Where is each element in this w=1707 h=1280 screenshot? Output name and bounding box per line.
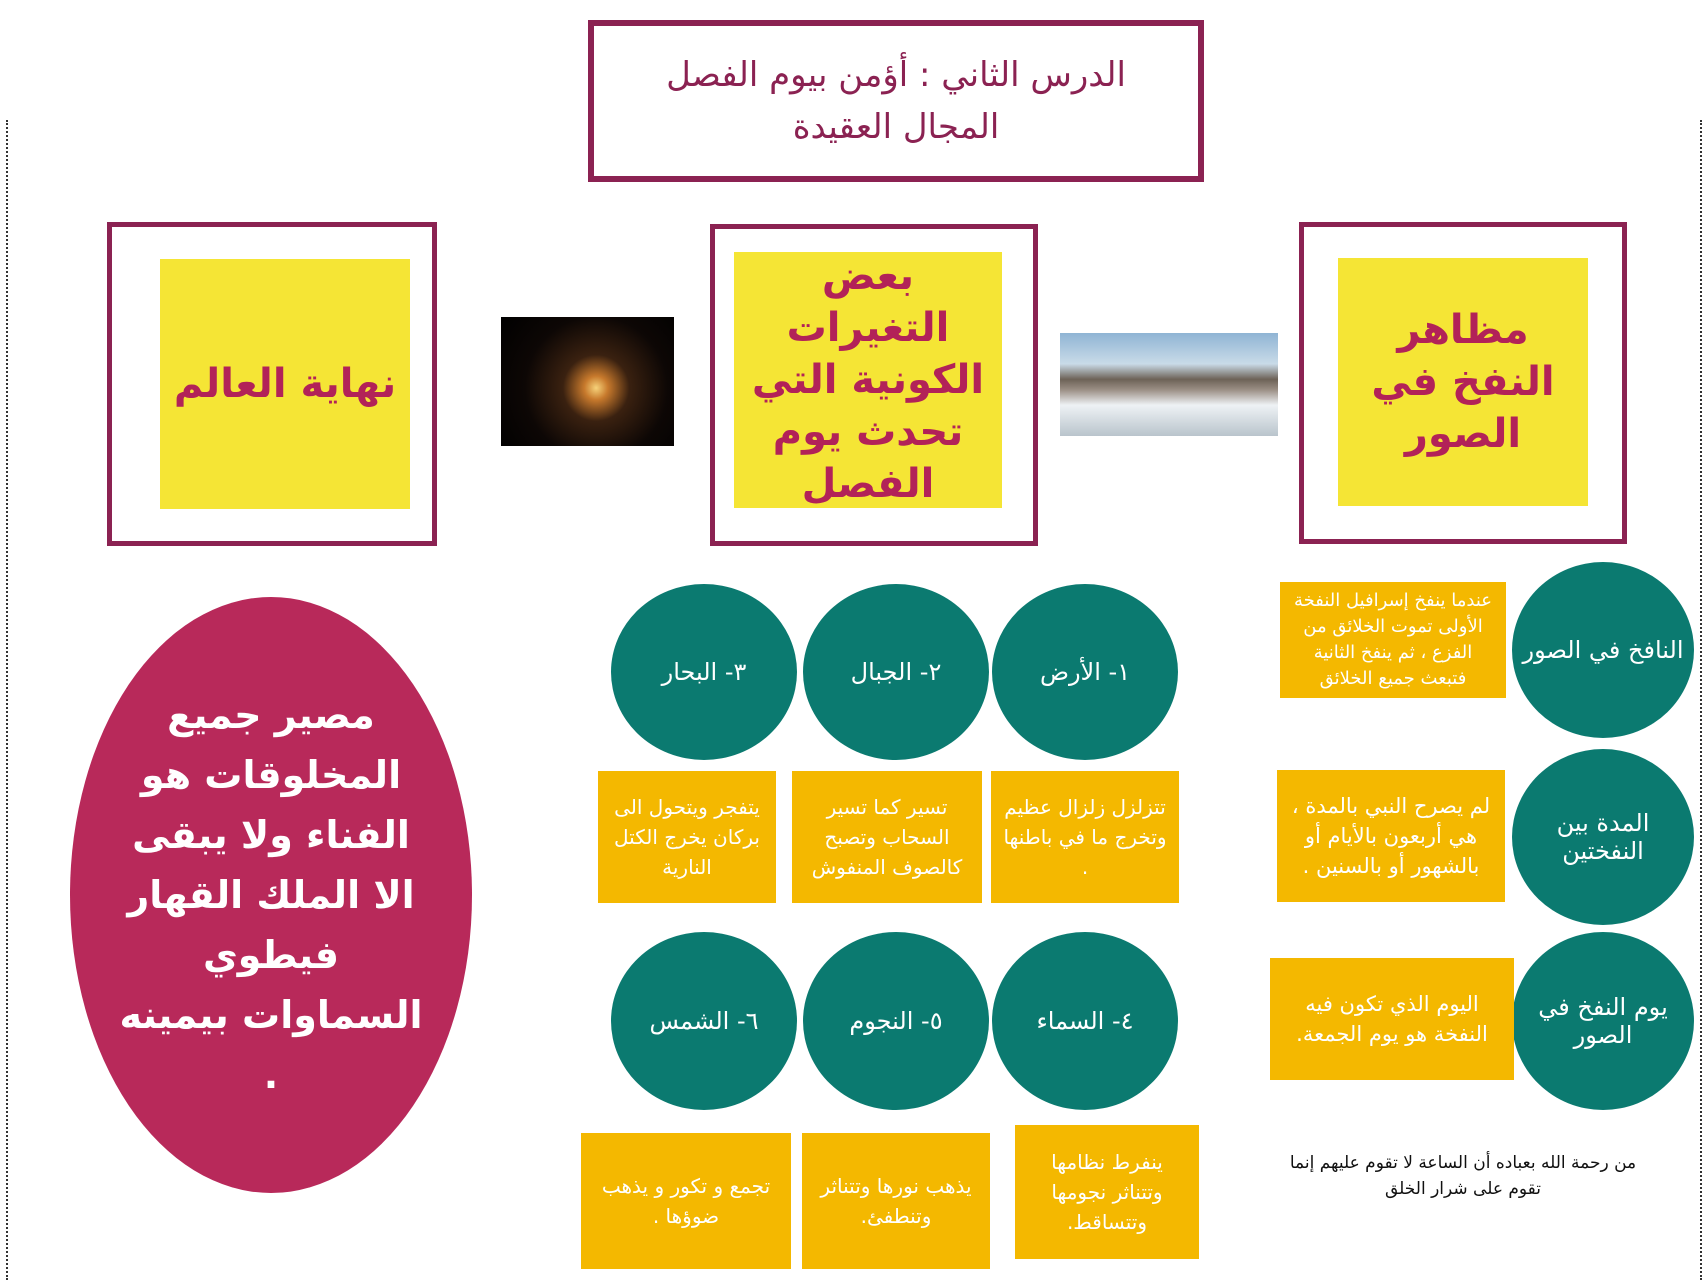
circle-duration: المدة بين النفختين xyxy=(1512,749,1694,925)
circle-earth: ١- الأرض xyxy=(992,584,1178,760)
note-duration: لم يصرح النبي بالمدة ، هي أربعون بالأيام أو بالشهور أو بالسنين . xyxy=(1277,770,1505,902)
header-changes: بعض التغيرات الكونية التي تحدث يوم الفصل xyxy=(734,252,1002,508)
circle-sun: ٦- الشمس xyxy=(611,932,797,1110)
circle-nafikh: النافخ في الصور xyxy=(1512,562,1694,738)
circle-mountains: ٢- الجبال xyxy=(803,584,989,760)
note-sky: ينفرط نظامها وتتناثر نجومها وتتساقط. xyxy=(1015,1125,1199,1259)
note-stars: يذهب نورها وتتناثر وتنطفئ. xyxy=(802,1133,990,1269)
circle-stars: ٥- النجوم xyxy=(803,932,989,1110)
note-earth: تتزلزل زلزال عظيم وتخرج ما في باطنها . xyxy=(991,771,1179,903)
lesson-title: الدرس الثاني : أؤمن بيوم الفصل xyxy=(666,55,1126,95)
space-image xyxy=(501,317,674,446)
circle-sky: ٤- السماء xyxy=(992,932,1178,1110)
lesson-title-box xyxy=(588,20,1204,182)
mountain-image xyxy=(1060,333,1278,436)
header-end: نهاية العالم xyxy=(160,259,410,509)
note-nafkh-day: اليوم الذي تكون فيه النفخة هو يوم الجمعة. xyxy=(1270,958,1514,1080)
circle-seas: ٣- البحار xyxy=(611,584,797,760)
note-mountains: تسير كما تسير السحاب وتصبح كالصوف المنفوش xyxy=(792,771,982,903)
note-seas: يتفجر ويتحول الى بركان يخرج الكتل النارية xyxy=(598,771,776,903)
circle-nafkh-day: يوم النفخ في الصور xyxy=(1512,932,1694,1110)
note-nafikh: عندما ينفخ إسرافيل النفخة الأولى تموت الخلائق من الفزع ، ثم ينفخ الثانية فتبعث جميع الخلائق xyxy=(1280,582,1506,698)
right-dotted-border xyxy=(1700,120,1702,1280)
lesson-domain: المجال العقيدة xyxy=(792,107,1000,147)
end-of-world-oval: مصير جميع المخلوقات هو الفناء ولا يبقى الا الملك القهار فيطوي السماوات بيمينه . xyxy=(70,597,472,1193)
footnote-mercy: من رحمة الله بعباده أن الساعة لا تقوم عليهم إنما تقوم على شرار الخلق xyxy=(1289,1153,1637,1199)
note-sun: تجمع و تكور و يذهب ضوؤها . xyxy=(581,1133,791,1269)
header-nafkh: مظاهر النفخ في الصور xyxy=(1338,258,1588,506)
left-dotted-border xyxy=(6,120,8,1280)
